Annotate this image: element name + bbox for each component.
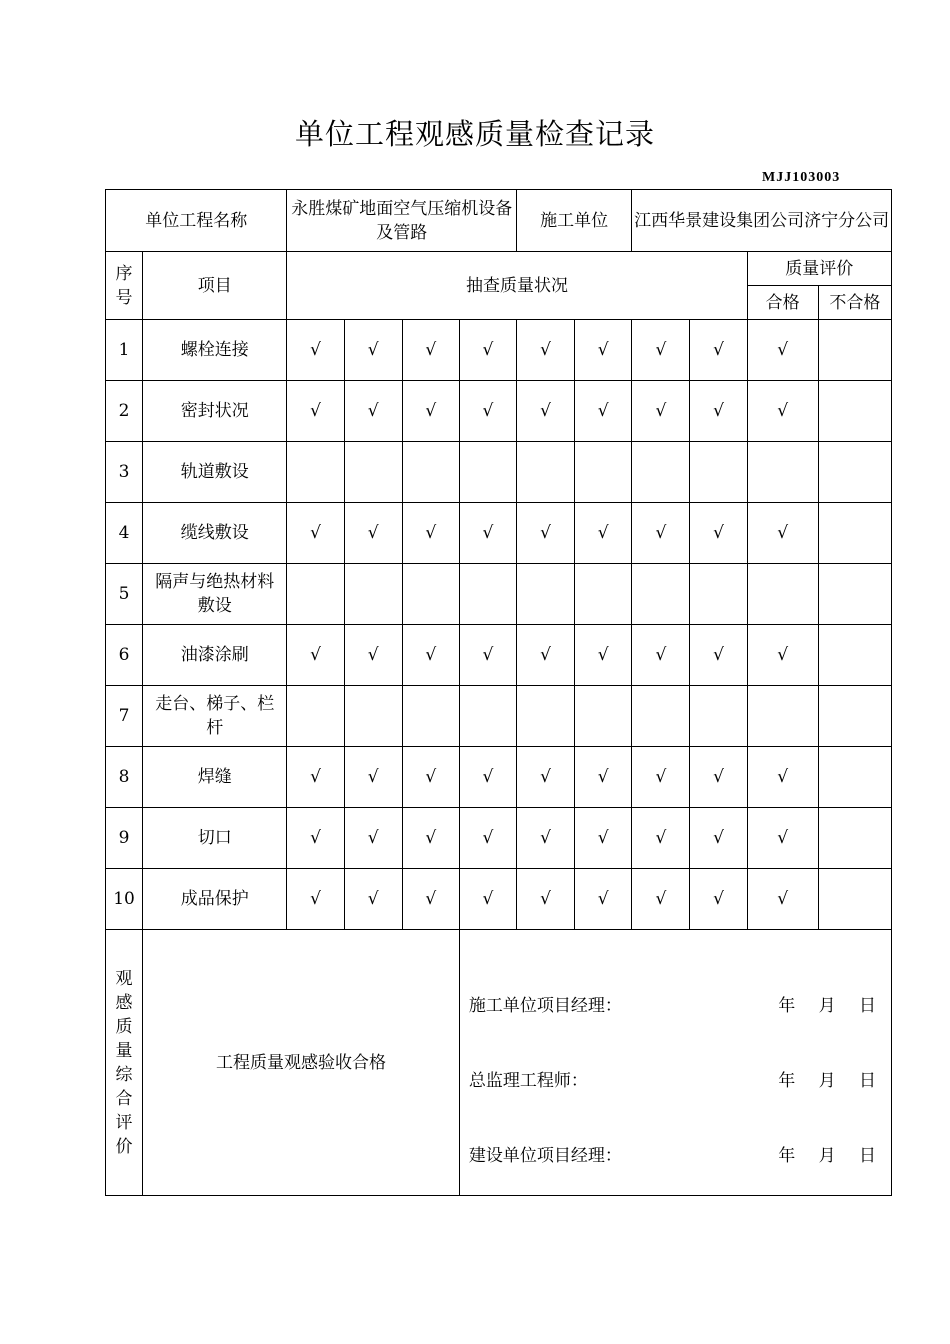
check-cell: √ bbox=[287, 747, 344, 808]
unit-project-name-value: 永胜煤矿地面空气压缩机设备及管路 bbox=[287, 190, 517, 252]
check-cell bbox=[575, 442, 632, 503]
signature-label: 建设单位项目经理： bbox=[468, 1146, 622, 1166]
check-cell: √ bbox=[575, 503, 632, 564]
inspection-header: 抽查质量状况 bbox=[287, 252, 747, 320]
pass-cell bbox=[747, 442, 818, 503]
check-cell: √ bbox=[575, 381, 632, 442]
signature-date: 年 月 日 bbox=[778, 1071, 876, 1091]
check-cell bbox=[632, 564, 690, 625]
table-row bbox=[106, 747, 892, 808]
row-item-name: 缆线敷设 bbox=[143, 503, 287, 564]
summary-row bbox=[106, 930, 892, 1196]
row-number: 6 bbox=[106, 625, 143, 686]
row-number: 4 bbox=[106, 503, 143, 564]
row-number: 1 bbox=[106, 320, 143, 381]
check-cell bbox=[690, 442, 747, 503]
pass-cell: √ bbox=[747, 747, 818, 808]
check-cell: √ bbox=[690, 381, 747, 442]
fail-cell bbox=[818, 747, 891, 808]
check-cell: √ bbox=[632, 320, 690, 381]
check-cell: √ bbox=[287, 381, 344, 442]
check-cell bbox=[632, 686, 690, 747]
construction-unit-value: 江西华景建设集团公司济宁分公司 bbox=[632, 190, 892, 252]
check-cell: √ bbox=[632, 381, 690, 442]
check-cell bbox=[575, 686, 632, 747]
pass-cell: √ bbox=[747, 625, 818, 686]
check-cell bbox=[287, 686, 344, 747]
table-row bbox=[106, 869, 892, 930]
check-cell bbox=[344, 564, 402, 625]
row-item-name: 油漆涂刷 bbox=[143, 625, 287, 686]
row-number: 5 bbox=[106, 564, 143, 625]
check-cell bbox=[287, 564, 344, 625]
check-cell: √ bbox=[632, 869, 690, 930]
check-cell: √ bbox=[459, 320, 516, 381]
summary-label bbox=[106, 930, 143, 1196]
row-number: 3 bbox=[106, 442, 143, 503]
check-cell: √ bbox=[690, 747, 747, 808]
check-cell: √ bbox=[517, 503, 575, 564]
check-cell: √ bbox=[575, 869, 632, 930]
check-cell: √ bbox=[459, 381, 516, 442]
check-cell: √ bbox=[575, 625, 632, 686]
check-cell: √ bbox=[402, 625, 459, 686]
check-cell: √ bbox=[690, 320, 747, 381]
row-item-name: 密封状况 bbox=[143, 381, 287, 442]
fail-cell bbox=[818, 381, 891, 442]
check-cell: √ bbox=[459, 747, 516, 808]
fail-cell bbox=[818, 686, 891, 747]
check-cell bbox=[517, 686, 575, 747]
row-item-name: 焊缝 bbox=[143, 747, 287, 808]
signature-block bbox=[459, 930, 891, 1196]
check-cell bbox=[459, 442, 516, 503]
signature-line bbox=[460, 1025, 891, 1100]
check-cell: √ bbox=[287, 503, 344, 564]
fail-header: 不合格 bbox=[818, 286, 891, 320]
check-cell: √ bbox=[344, 747, 402, 808]
check-cell: √ bbox=[517, 869, 575, 930]
row-number: 8 bbox=[106, 747, 143, 808]
check-cell: √ bbox=[517, 747, 575, 808]
row-item-name: 走台、梯子、栏杆 bbox=[143, 686, 287, 747]
check-cell bbox=[517, 564, 575, 625]
row-number: 2 bbox=[106, 381, 143, 442]
header-row bbox=[106, 190, 892, 252]
item-header: 项目 bbox=[143, 252, 287, 320]
check-cell bbox=[344, 442, 402, 503]
summary-label-char: 价 bbox=[115, 1136, 133, 1157]
pass-header: 合格 bbox=[747, 286, 818, 320]
fail-cell bbox=[818, 442, 891, 503]
pass-cell: √ bbox=[747, 503, 818, 564]
check-cell: √ bbox=[690, 625, 747, 686]
pass-cell bbox=[747, 564, 818, 625]
check-cell: √ bbox=[344, 381, 402, 442]
row-number: 9 bbox=[106, 808, 143, 869]
pass-cell: √ bbox=[747, 869, 818, 930]
check-cell bbox=[402, 686, 459, 747]
signature-date: 年 月 日 bbox=[778, 1146, 876, 1166]
row-item-name: 隔声与绝热材料敷设 bbox=[143, 564, 287, 625]
signature-label: 总监理工程师： bbox=[468, 1071, 588, 1091]
fail-cell bbox=[818, 503, 891, 564]
pass-cell: √ bbox=[747, 381, 818, 442]
check-cell: √ bbox=[344, 869, 402, 930]
check-cell: √ bbox=[402, 869, 459, 930]
signature-label: 施工单位项目经理： bbox=[468, 996, 622, 1016]
check-cell: √ bbox=[632, 747, 690, 808]
check-cell: √ bbox=[632, 808, 690, 869]
check-cell: √ bbox=[459, 808, 516, 869]
evaluation-header: 质量评价 bbox=[747, 252, 891, 286]
check-cell: √ bbox=[344, 625, 402, 686]
check-cell bbox=[287, 442, 344, 503]
check-cell bbox=[690, 564, 747, 625]
check-cell: √ bbox=[344, 808, 402, 869]
check-cell: √ bbox=[517, 808, 575, 869]
check-cell: √ bbox=[402, 320, 459, 381]
check-cell: √ bbox=[575, 747, 632, 808]
fail-cell bbox=[818, 564, 891, 625]
check-cell: √ bbox=[459, 625, 516, 686]
check-cell: √ bbox=[632, 503, 690, 564]
check-cell bbox=[344, 686, 402, 747]
document-title: 单位工程观感质量检查记录 bbox=[294, 117, 655, 151]
row-item-name: 切口 bbox=[143, 808, 287, 869]
check-cell: √ bbox=[575, 808, 632, 869]
check-cell: √ bbox=[402, 503, 459, 564]
check-cell: √ bbox=[287, 808, 344, 869]
construction-unit-label: 施工单位 bbox=[517, 190, 632, 252]
check-cell bbox=[402, 442, 459, 503]
unit-project-name-label: 单位工程名称 bbox=[106, 190, 287, 252]
table-row bbox=[106, 381, 892, 442]
column-header-row bbox=[106, 252, 892, 286]
fail-cell bbox=[818, 808, 891, 869]
form-code: MJJ103003 bbox=[762, 170, 841, 185]
check-cell: √ bbox=[517, 320, 575, 381]
check-cell: √ bbox=[575, 320, 632, 381]
table-row bbox=[106, 320, 892, 381]
check-cell bbox=[575, 564, 632, 625]
row-item-name: 螺栓连接 bbox=[143, 320, 287, 381]
row-item-name: 轨道敷设 bbox=[143, 442, 287, 503]
summary-label-char: 量 bbox=[115, 1040, 133, 1061]
check-cell: √ bbox=[287, 320, 344, 381]
check-cell bbox=[402, 564, 459, 625]
signature-line bbox=[460, 950, 891, 1025]
table-row bbox=[106, 442, 892, 503]
check-cell: √ bbox=[344, 320, 402, 381]
check-cell: √ bbox=[459, 869, 516, 930]
row-number: 10 bbox=[106, 869, 143, 930]
summary-label-char: 质 bbox=[115, 1016, 133, 1037]
check-cell: √ bbox=[690, 503, 747, 564]
check-cell: √ bbox=[287, 625, 344, 686]
summary-label-char: 感 bbox=[115, 992, 133, 1013]
check-cell bbox=[459, 686, 516, 747]
summary-label-char: 评 bbox=[115, 1112, 133, 1133]
pass-cell: √ bbox=[747, 808, 818, 869]
fail-cell bbox=[818, 320, 891, 381]
row-number: 7 bbox=[106, 686, 143, 747]
check-cell: √ bbox=[517, 625, 575, 686]
check-cell: √ bbox=[402, 381, 459, 442]
seq-header-label: 序号 bbox=[115, 263, 133, 308]
check-cell: √ bbox=[287, 869, 344, 930]
table-row bbox=[106, 625, 892, 686]
table-row bbox=[106, 808, 892, 869]
pass-cell bbox=[747, 686, 818, 747]
fail-cell bbox=[818, 625, 891, 686]
pass-cell: √ bbox=[747, 320, 818, 381]
check-cell: √ bbox=[344, 503, 402, 564]
table-row bbox=[106, 686, 892, 747]
check-cell bbox=[517, 442, 575, 503]
table-row bbox=[106, 564, 892, 625]
check-cell: √ bbox=[690, 808, 747, 869]
check-cell: √ bbox=[402, 808, 459, 869]
check-cell: √ bbox=[402, 747, 459, 808]
signature-date: 年 月 日 bbox=[778, 996, 876, 1016]
summary-label-char: 观 bbox=[115, 968, 133, 989]
table-row bbox=[106, 503, 892, 564]
check-cell: √ bbox=[517, 381, 575, 442]
summary-label-char: 合 bbox=[115, 1088, 133, 1109]
summary-conclusion: 工程质量观感验收合格 bbox=[143, 930, 460, 1196]
row-item-name: 成品保护 bbox=[143, 869, 287, 930]
check-cell: √ bbox=[459, 503, 516, 564]
inspection-form-table bbox=[105, 189, 892, 1196]
check-cell: √ bbox=[690, 869, 747, 930]
fail-cell bbox=[818, 869, 891, 930]
check-cell bbox=[632, 442, 690, 503]
check-cell: √ bbox=[632, 625, 690, 686]
check-cell bbox=[459, 564, 516, 625]
check-cell bbox=[690, 686, 747, 747]
summary-label-char: 综 bbox=[115, 1064, 133, 1085]
signature-line bbox=[460, 1100, 891, 1175]
seq-header bbox=[106, 252, 143, 320]
